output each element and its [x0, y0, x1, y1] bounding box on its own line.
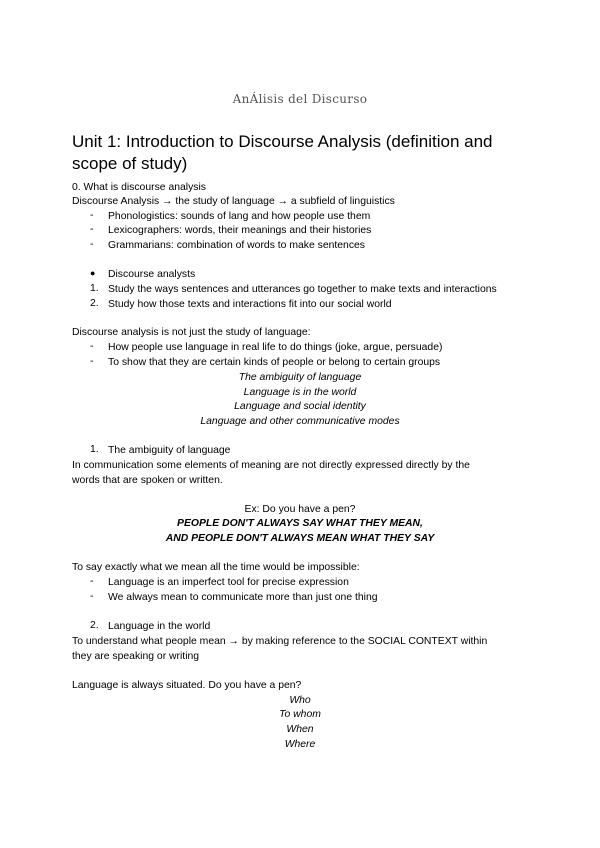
list-item: Language is an imperfect tool for precise expression	[108, 577, 349, 588]
page-title: Unit 1: Introduction to Discourse Analysis (definition and scope of study)	[72, 132, 493, 173]
list-item: Phonologistics: sounds of lang and how people use them	[108, 211, 371, 222]
number-marker: 2.	[90, 298, 99, 309]
definition-line: Discourse Analysis → the study of language → a subfield of linguistics	[72, 196, 395, 207]
list-item: Study how those texts and interactions fit into our social world	[108, 299, 392, 310]
section-1-heading: The ambiguity of language	[108, 445, 231, 456]
question-word: Where	[284, 739, 316, 750]
topic-line: The ambiguity of language	[238, 372, 362, 383]
topic-line: Language and social identity	[234, 401, 366, 412]
list-item: Lexicographers: words, their meanings and their histories	[108, 225, 372, 236]
dash-marker: -	[90, 341, 94, 352]
dash-marker: -	[90, 224, 94, 235]
paragraph: words that are spoken or written.	[72, 475, 223, 486]
paragraph: they are speaking or writing	[72, 651, 200, 662]
dash-marker: -	[90, 356, 94, 367]
paragraph: Language is always situated. Do you have a pen?	[72, 680, 302, 691]
number-marker: 1.	[90, 283, 99, 294]
list-item: We always mean to communicate more than just one thing	[108, 592, 378, 603]
question-word: When	[286, 724, 314, 735]
example-line: Ex: Do you have a pen?	[244, 504, 356, 515]
dash-marker: -	[90, 576, 94, 587]
topic-line: Language and other communicative modes	[200, 416, 400, 427]
number-marker: 2.	[90, 620, 99, 631]
paragraph: In communication some elements of meaning are not directly expressed directly by the	[72, 460, 470, 471]
emphasis-line: AND PEOPLE DON'T ALWAYS MEAN WHAT THEY SAY	[165, 533, 435, 544]
list-item: To show that they are certain kinds of people or belong to certain groups	[108, 357, 441, 368]
dash-marker: -	[90, 210, 94, 221]
paragraph: To understand what people mean → by making reference to the SOCIAL CONTEXT within	[72, 636, 488, 647]
page-header: AnÁlisis del Discurso	[232, 92, 368, 106]
paragraph: To say exactly what we mean all the time would be impossible:	[72, 562, 360, 573]
list-item: Study the ways sentences and utterances go together to make texts and interactions	[108, 284, 497, 295]
paragraph: Discourse analysis is not just the study of language:	[72, 327, 311, 338]
bullet-marker: ●	[90, 268, 96, 278]
number-marker: 1.	[90, 444, 99, 455]
dash-marker: -	[90, 239, 94, 250]
list-item: Grammarians: combination of words to make sentences	[108, 240, 365, 251]
emphasis-line: PEOPLE DON'T ALWAYS SAY WHAT THEY MEAN,	[177, 518, 423, 529]
dash-marker: -	[90, 591, 94, 602]
question-word: Who	[289, 695, 311, 706]
section-2-heading: Language in the world	[108, 621, 211, 632]
list-item: Discourse analysts	[108, 269, 196, 280]
list-item: How people use language in real life to do things (joke, argue, persuade)	[108, 342, 443, 353]
question-word: To whom	[279, 709, 321, 720]
topic-line: Language is in the world	[243, 387, 357, 398]
section-0-heading: 0. What is discourse analysis	[72, 182, 206, 193]
